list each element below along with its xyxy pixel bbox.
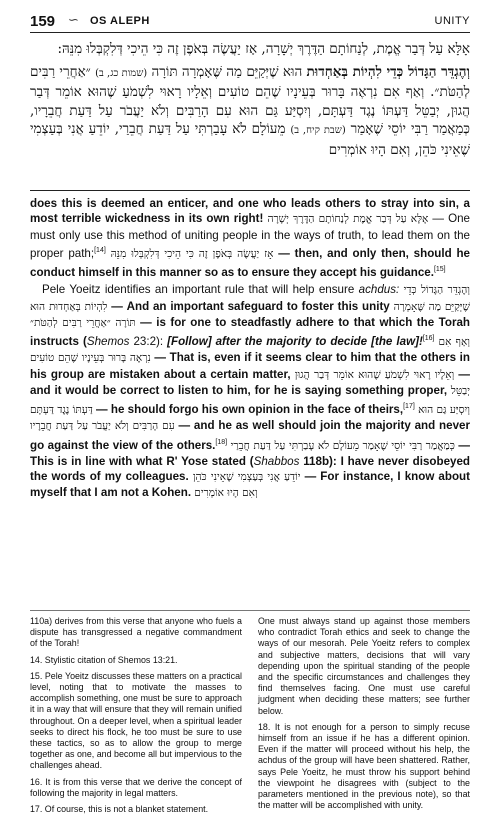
translation-text: — and it would be correct to listen to him, for he is saying something proper, — [30, 367, 470, 397]
hebrew-phrase: וְהֶגְדֵּר הַגָּדוֹל כְּדֵי לִהְיוֹת בְּאַחְדוּת הוּא — [30, 284, 470, 313]
footnote-ref[interactable]: [16] — [422, 335, 435, 343]
hebrew-phrase: מֵעוֹלָם לֹא עָבַרְתִּי עַל דַּעַת חֲבֵרַי — [230, 439, 360, 452]
footnote-ref[interactable]: [15] — [433, 266, 446, 274]
footnote: 16. It is from this verse that we derive the concept of following the majority in legal matters. — [30, 776, 242, 798]
hebrew-phrase: וְאִם הָיוּ אוֹמְרִים — [194, 487, 258, 500]
footnote-divider — [30, 610, 470, 611]
footnote: One must always stand up against those members who contradict Torah ethics and seek to change the ways of our mesorah. Pele Yoeitz refers to complex and subjective matters, decisions that will vary depending upon the spiritual standing of the people and the specific circumstances and challenges they find themselves facing. One must use careful judgment when deciding these matters; see further below. — [258, 616, 470, 716]
footnote-ref[interactable]: [17] — [403, 403, 415, 411]
footnote: 15. Pele Yoeitz discusses these matters on a practical level, noting that to motivate the masses to accomplish something, one must be sure to approach it in a way that will ensure that they will remain unified throughout. On a deeper level, when a spiritual leader seeks to direct his flock, he too must be sure to use these tactics, so as to allow the group to merge together as one, and become all but impervious to the challenges ahead. — [30, 670, 242, 771]
section-title: OS ALEPH — [90, 15, 150, 27]
footnote: 17. Of course, this is not a blanket statement. — [30, 804, 209, 815]
ornament-icon: ∽ — [68, 12, 79, 27]
hebrew-source-text — [30, 40, 470, 185]
hebrew-phrase: שֶׁיְּקַיֵּם מַה שֶּׁאָמְרָה תּוֹרָה ״אַחֲרֵי רַבִּים לְהַטֹּת״ — [30, 300, 470, 329]
hebrew-text: אָלָּא עַל דְּבַר אֱמֶת, לְנַחוֹתָם הַדֶּרֶךְ יְשָׁרָה, אָז יַעֲשֶׂה בְּאֹפֶן זֶה כִּי הֵיכִי דְּלִקְבְּלוּ מִנֵּהּ: — [57, 41, 470, 57]
hebrew-phrase: וְאַף אִם נִרְאֶה בָּרוּר בְּעֵינָיו שֶׁהֵם טוֹעִים — [30, 335, 470, 365]
translation-text: does this is deemed an enticer, and one who leads others to stray into sin, a most terrible wickedness in its own right! — [30, 197, 470, 226]
translation-text: — is for one to steadfastly adhere to that which the Torah instructs ( — [30, 315, 470, 348]
translation-text: Shabbos — [253, 454, 300, 468]
translation-paragraph — [30, 196, 470, 280]
translation-text: [Follow] after the majority to decide [the law]! — [167, 334, 423, 348]
page-header — [30, 10, 470, 33]
footnote: 18. It is not enough for a person to simply recuse himself from an issue if he has a different opinion. Even if the matter will proceed without his help, the achdus of the group will have been shattered. Rather, says Pele Yoeitz, he must throw his support behind the viewpoint he disagrees with (subject to the parameters mentioned in the previous note), so that the matter will be accomplished with unity. — [258, 721, 470, 811]
hebrew-paragraph — [30, 40, 470, 59]
translation-text: — he should forgo his own opinion in the face of theirs, — [92, 403, 404, 416]
divider — [30, 190, 470, 191]
translation-text: achdus: — [358, 283, 400, 297]
hebrew-text: ״אַחֲרֵי רַבִּים לְהַטֹּת״. וְאַף אִם נִרְאֶה בָּרוּר בְּעֵינָיו שֶׁהֵם טוֹעִים וְאֵלָיו רָאוּי לִשְׁמֹעַ שֶׁהוּא אוֹמֵר דְּבַר הֲגוּן, יְבַטֵּל דַּעְתּוֹ נֶגֶד דַּעְתָּם, וְיִסְיַּע גַּם הוּא עִם הָרַבִּים וְלֹא יַעֲבֹר עַל דַּעַת חֲבֵרָיו, כְּמַאֲמַר רַבִּי יוֹסֵי שֶׁאָמַר — [30, 63, 470, 137]
hebrew-phrase: יוֹדֵעַ אֲנִי בְּעַצְמִי שֶׁאֵינִי כֹּהֵן — [192, 471, 301, 484]
hebrew-phrase: אָלָּא עַל דְּבַר אֱמֶת לְנַחוֹתָם הַדֶּרֶךְ יְשָׁרָה — [267, 213, 429, 226]
hebrew-phrase: וְיִסְיַּע גַּם הוּא עִם הָרַבִּים וְלֹא יַעֲבֹר עַל דַּעַת חֲבֵרָיו — [30, 404, 470, 433]
translation-text: Shemos — [86, 334, 130, 348]
translation-text: — And an important safeguard to foster this unity — [107, 299, 390, 313]
footnotes — [30, 616, 470, 815]
translation-text: — One must only use this method of uniting people in the ways of truth, to lead them on the proper path; — [30, 212, 471, 260]
translation-text: — This is in line with what R' Yose stated ( — [30, 438, 470, 468]
hebrew-phrase: יְבַטֵּל דַּעְתּוֹ נֶגֶד דַּעְתָּם — [30, 384, 470, 416]
hebrew-phrase: וְאֵלָיו רָאוּי לִשְׁמֹעַ — [384, 368, 455, 381]
translation-text: 23:2): — [129, 334, 168, 348]
footnote: 14. Stylistic citation of Shemos 13:21. — [30, 654, 178, 665]
hebrew-lead-text: וְהֶגְדֵּר הַגָּדוֹל כְּדֵי לִהְיוֹת בְּאַחְדוּת — [306, 63, 470, 80]
hebrew-text: הוּא שֶׁיְּקַיֵּם מַה שֶּׁאָמְרָה תּוֹרָה — [151, 63, 303, 80]
hebrew-source-citation: (שבת קיח, ב) — [290, 125, 346, 136]
hebrew-source-citation: (שמות כג, ב) — [95, 67, 148, 79]
footnote-column-right — [258, 616, 470, 816]
footnote-ref[interactable]: [14] — [94, 246, 106, 254]
hebrew-text: מֵעוֹלָם לֹא עָבַרְתִּי עַל דַּעַת חֲבֵרַי, יוֹדֵעַ אֲנִי בְּעַצְמִי שֶׁאֵינִי כֹּהֵן, וְאִם הָיוּ אוֹמְרִים — [30, 121, 470, 158]
hebrew-paragraph — [30, 63, 470, 160]
footnote: 110a) derives from this verse that anyone who fuels a dispute has transgressed a negative commandment of the Torah! — [30, 616, 242, 649]
translation-text: 118b): I have never disobeyed the words of my colleagues. — [30, 454, 470, 484]
hebrew-phrase: כְּמַאֲמַר רַבִּי יוֹסֵי שֶׁאָמַר — [362, 439, 455, 452]
translation-paragraph — [30, 282, 470, 501]
translation-text: — and he as well should join the majority and never go against the view of the others. — [30, 419, 470, 452]
translation-text: — That is, even if it seems clear to him that the others in his group are mistaken about a certain matter, — [30, 351, 470, 381]
hebrew-phrase: אָז יַעֲשֶׂה בְּאֹפֶן זֶה כִּי הֵיכִי דְּלִקְבְּלוּ מִנֵּהּ — [110, 247, 274, 260]
translation-text: — then, and only then, should he conduct himself in this manner so as to ensure they accept his guidance. — [30, 246, 471, 279]
translation-text: Pele Yoeitz identifies an important rule that will help ensure — [42, 283, 359, 297]
english-translation — [30, 196, 470, 606]
hebrew-phrase: שֶׁהוּא אוֹמֵר דְּבַר הֲגוּן — [294, 368, 381, 381]
page-number: 159 — [30, 13, 56, 30]
translation-text: — For instance, I know about myself that I am not a Kohen. — [30, 470, 470, 500]
footnote-column-left — [30, 616, 242, 820]
footnote-ref[interactable]: [18] — [215, 438, 228, 446]
running-head: UNITY — [434, 15, 470, 27]
